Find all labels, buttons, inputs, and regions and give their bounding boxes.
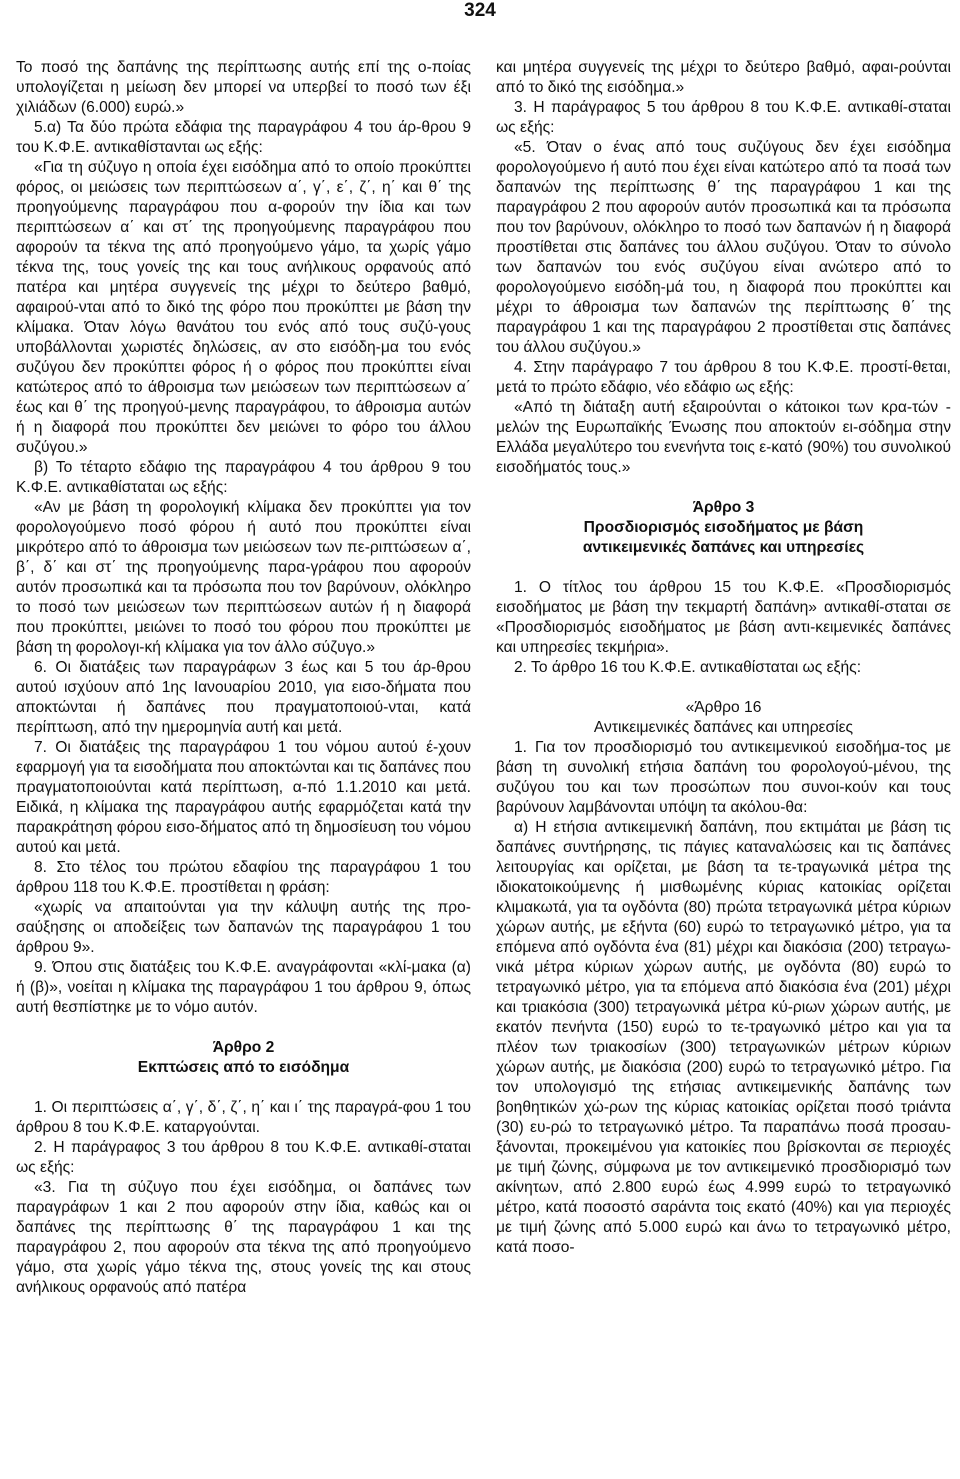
paragraph: 4. Στην παράγραφο 7 του άρθρου 8 του Κ.Φ.Ε. προστί-θεται, μετά το πρώτο εδάφιο, νέο εδάφιο ως εξής: xyxy=(496,359,951,396)
paragraph: «Για τη σύζυγο η οποία έχει εισόδημα από το οποίο προκύπτει φόρος, οι μειώσεις των περιπτώσεων α΄, γ΄, ε΄, ζ΄, η΄ και θ΄ της προηγούμενης παραγράφου που α-φορούν την ίδια και των περιπτώσεων α΄ και στ΄ της προηγούμενης παραγράφου που αφορούν τα τέκνα της από προηγούμενο γάμο, τα χωρίς γάμο τέκνα της, τους γονείς της και τους ανήλικους ορφανούς από πατέρα και μητέρα συγγενείς της μέχρι το δεύτερο βαθμό, αφαιρού-νται από το δικό της φόρο που προκύπτει με βάση την κλίμακα. Όταν λόγω θανάτου του ενός από τους συζύ-γους υποβάλλονται χωριστές δηλώσεις, αν στο εισόδη-μα του ενός συζύγου δεν προκύπτει φόρος ή ο φόρος που προκύπτει είναι κατώτερος από το άθροισμα των μειώσεων των περιπτώσεων α΄ έως και θ΄ της προηγού-μενης παραγράφου, το άθροισμα αυτών ή η διαφορά που προκύπτει δεν μειώνει το φόρο του άλλου συζύγου.» xyxy=(16,159,471,456)
paragraph: 1. Ο τίτλος του άρθρου 15 του Κ.Φ.Ε. «Προσδιορισμός εισοδήματος με βάση την τεκμαρτή δαπάνη» αντικαθί-σταται σε «Προσδιορισμός εισοδήματος με βάση αντι-κειμενικές δαπάνες και υπηρεσίες τεκμήρια». xyxy=(496,579,951,656)
paragraph: 1. Οι περιπτώσεις α΄, γ΄, δ΄, ζ΄, η΄ και ι΄ της παραγρά-φου 1 του άρθρου 8 του Κ.Φ.Ε. καταργούνται. xyxy=(16,1099,471,1136)
article-3-title: Άρθρο 3 xyxy=(692,499,755,516)
paragraph: 6. Οι διατάξεις των παραγράφων 3 έως και 5 του άρ-θρου αυτού ισχύουν από 1ης Ιανουαρίου 2010, για εισο-δήματα που αποκτώνται ή δαπάνες που πραγματοποιού-νται, κατά περίπτωση, από την ημερομηνία αυτή και μετά. xyxy=(16,659,471,736)
paragraph: Το ποσό της δαπάνης της περίπτωσης αυτής επί της ο-ποίας υπολογίζεται η μείωση δεν μπορεί να υπερβεί το ποσό των έξι χιλιάδων (6.000) ευρώ.» xyxy=(16,59,471,116)
paragraph: 8. Στο τέλος του πρώτου εδαφίου της παραγράφου 1 του άρθρου 118 του Κ.Φ.Ε. προστίθεται η φράση: xyxy=(16,859,471,896)
paragraph: α) Η ετήσια αντικειμενική δαπάνη, που εκτιμάται με βάση τις δαπάνες συντήρησης, τις πάγιες καταναλώσεις και τις δαπάνες λειτουργίας και ορίζεται, με βάση τα τε-τραγωνικά μέτρα της ιδιοκατοικούμενης ή μισθωμένης κύριας κατοικίας ορίζεται κλιμακωτά, για τα ογδόντα (80) πρώτα τετραγωνικά μέτρα κύριων χώρων αυτής, με εξήντα (60) ευρώ το τετραγωνικό μέτρο, για τα επόμενα από ογδόντα ένα (81) μέχρι και διακόσια (200) τετραγω-νικά μέτρα κύριων χώρων αυτής, με ογδόντα (80) ευρώ το τετραγωνικό μέτρο, για τα επόμενα από διακόσια ένα (201) μέχρι και τριακόσια (300) τετραγωνικά μέτρα κύ-ριων χώρων αυτής, με εκατόν πενήντα (150) ευρώ το τε-τραγωνικό μέτρο και για τα πλέον των τριακοσίων (300) τετραγωνικών μέτρων κύριων χώρων αυτής, με διακόσια (200) ευρώ το τετραγωνικό μέτρο. Για τον υπολογισμό της ετήσιας αντικειμενικής δαπάνης των βοηθητικών χώ-ρων της κύριας κατοικίας ορίζεται ποσό τριάντα (30) ευ-ρώ το τετραγωνικό μέτρο. Τα παραπάνω ποσά προσαυ-ξάνονται, προκειμένου για κατοικίες που βρίσκονται σε περιοχές με τιμή ζώνης, σύμφωνα με τον αντικειμενικό προσδιορισμό των ακίνητων, από 2.800 ευρώ έως 4.999 ευρώ το τετραγωνικό μέτρο, κατά ποσοστό σαράντα τοις εκατό (40%) και για περιοχές με τιμή ζώνης από 5.000 ευρώ και άνω το τετραγωνικό μέτρο, κατά ποσο- xyxy=(496,819,951,1256)
paragraph: 2. Η παράγραφος 3 του άρθρου 8 του Κ.Φ.Ε. αντικαθί-σταται ως εξής: xyxy=(16,1139,471,1176)
article-2-title: Άρθρο 2 xyxy=(212,1039,275,1056)
paragraph: 1. Για τον προσδιορισμό του αντικειμενικού εισοδήμα-τος με βάση τη συνολική ετήσια δαπάνη του φορολογού-μένου, της συζύγου του και των προσώπων που συνοι-κούν και τους βαρύνουν λαμβάνονται υπόψη τα ακόλου-θα: xyxy=(496,739,951,816)
article-3-subtitle-line-1: Προσδιορισμός εισοδήματος με βάση xyxy=(583,519,864,536)
paragraph: 9. Όπου στις διατάξεις του Κ.Φ.Ε. αναγράφονται «κλί-μακα (α) ή (β)», νοείται η κλίμακα της παραγράφου 1 του άρθρου 9, όπως αυτή θεσπίστηκε με το νόμο αυτόν. xyxy=(16,959,471,1016)
paragraph: «Αν με βάση τη φορολογική κλίμακα δεν προκύπτει για τον φορολογούμενο ποσό φόρου ή αυτό που προκύπτει είναι μικρότερο από το άθροισμα των μειώσεων των πε-ριπτώσεων α΄, β΄, δ΄ και στ΄ της προηγούμενης παρα-γράφου που αφορούν αυτόν προσωπικά και τα πρόσωπα που τον βαρύνουν, ολόκληρο το ποσό των μειώσεων των περιπτώσεων αυτών ή η διαφορά που προκύπτει, μειώνει το ποσό του φόρου που προκύπτει με βάση τη φορολογι-κή κλίμακα για τον άλλο σύζυγο.» xyxy=(16,499,471,656)
paragraph: «3. Για τη σύζυγο που έχει εισόδημα, οι δαπάνες των παραγράφων 1 και 2 που αφορούν στην ίδια, καθώς και οι δαπάνες της περίπτωσης θ΄ της παραγράφου 1 και της παραγράφου 2, που αφορούν στα τέκνα της από προηγούμενο γάμο, στα χωρίς γάμο τέκνα της, στους γονείς της και στους ανήλικους ορφανούς από πατέρα xyxy=(16,1179,471,1296)
page-number: 324 xyxy=(464,0,496,21)
paragraph: «χωρίς να απαιτούνται για την κάλυψη αυτής της προ-σαύξησης οι αποδείξεις των δαπανών της παραγράφου 1 του άρθρου 9». xyxy=(16,899,471,956)
paragraph: 7. Οι διατάξεις της παραγράφου 1 του νόμου αυτού έ-χουν εφαρμογή για τα εισοδήματα που αποκτώνται και τις δαπάνες που πραγματοποιούνται κατά περίπτωση, α-πό 1.1.2010 και μετά. Ειδικά, η κλίμακα της παραγράφου αυτής εφαρμόζεται κατά την παρακράτηση φόρου εισο-δήματος από τη δημοσίευση του νόμου αυτού και μετά. xyxy=(16,739,471,856)
right-column xyxy=(496,58,951,1258)
paragraph: 2. Το άρθρο 16 του Κ.Φ.Ε. αντικαθίσταται ως εξής: xyxy=(514,659,862,676)
article-16-title: «Άρθρο 16 xyxy=(685,699,762,716)
paragraph: β) Το τέταρτο εδάφιο της παραγράφου 4 του άρθρου 9 του Κ.Φ.Ε. αντικαθίσταται ως εξής: xyxy=(16,459,471,496)
article-3-subtitle-line-2: αντικειμενικές δαπάνες και υπηρεσίες xyxy=(582,539,865,556)
paragraph: 5.α) Τα δύο πρώτα εδάφια της παραγράφου 4 του άρ-θρου 9 του Κ.Φ.Ε. αντικαθίστανται ως εξής: xyxy=(16,119,471,156)
paragraph: «5. Όταν ο ένας από τους συζύγους δεν έχει εισόδημα φορολογούμενο ή αυτό που έχει είναι κατώτερο από τα ποσά των δαπανών της περίπτωσης θ΄ της παραγράφου 1 και της παραγράφου 2 που αφορούν αυτόν προσωπικά και τα πρόσωπα που τον βαρύνουν, ολόκληρο το ποσό των δαπανών ή η διαφορά προστίθεται στις δαπάνες του άλλου συζύγου. Όταν το σύνολο των δαπανών του ενός συζύγου είναι ανώτερο από το φορολογούμενο εισόδη-μά του, η διαφορά που προκύπτει και μέχρι το άθροισμα των δαπανών της περίπτωσης θ΄ της παραγράφου 1 και της παραγράφου 2 προστίθεται στις δαπάνες του άλλου συζύγου.» xyxy=(496,139,951,356)
article-2-subtitle: Εκπτώσεις από το εισόδημα xyxy=(137,1059,350,1076)
left-column xyxy=(16,58,471,1298)
paragraph: «Από τη διάταξη αυτή εξαιρούνται ο κάτοικοι των κρα-τών - μελών της Ευρωπαϊκής Ένωσης που αποκτούν ει-σόδημα στην Ελλάδα μεγαλύτερο του ενενήντα τοις ε-κατό (90%) του συνολικού εισοδήματός τους.» xyxy=(496,399,951,476)
article-16-subtitle: Αντικειμενικές δαπάνες και υπηρεσίες xyxy=(593,719,854,736)
paragraph: 3. Η παράγραφος 5 του άρθρου 8 του Κ.Φ.Ε. αντικαθί-σταται ως εξής: xyxy=(496,99,951,136)
paragraph: και μητέρα συγγενείς της μέχρι το δεύτερο βαθμό, αφαι-ρούνται από το δικό της εισόδημα.» xyxy=(496,59,951,96)
